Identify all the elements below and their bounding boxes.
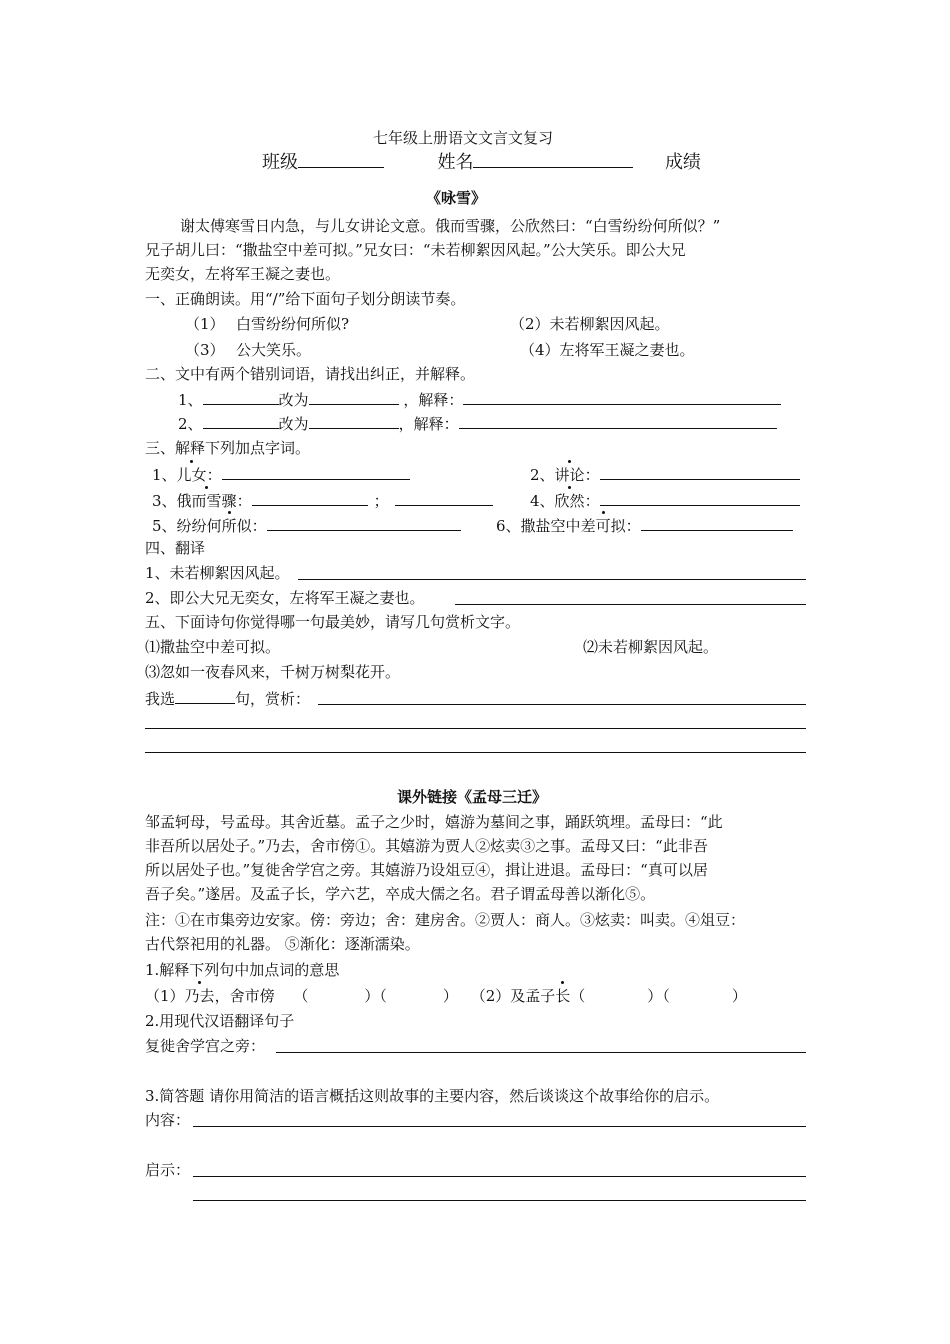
dotted-word: 乃去 (184, 987, 215, 1005)
passage-line: 非吾所以居处子。”乃去，舍市傍①。其嬉游为贾人②炫卖③之事。孟母又曰：“此非吾 (145, 837, 708, 855)
insight-label: 启示： (145, 1161, 191, 1179)
section-title-mengmu: 课外链接《孟母三迁》 (397, 788, 548, 806)
answer-field[interactable] (252, 490, 368, 506)
question-title: 2.用现代汉语翻译句子 (145, 1012, 295, 1030)
note-line: 古代祭祀用的礼器。 ⑤渐化：逐渐濡染。 (145, 935, 420, 953)
q3-item (152, 515, 461, 536)
plain-word: 纷纷 (176, 517, 207, 535)
q1-item-label: （1） (185, 315, 225, 333)
q2-row-num: 1、 (178, 391, 203, 409)
q2-row-num: 2、 (178, 415, 203, 433)
plain-word: 及孟子 (510, 987, 556, 1005)
answer-line[interactable] (193, 1176, 806, 1177)
answer-line[interactable] (145, 752, 806, 753)
q2-row (178, 389, 781, 410)
wrong-word-field[interactable] (203, 413, 279, 429)
dotted-word: 何所似 (206, 517, 252, 535)
colon: ： (625, 517, 641, 535)
student-info-row (262, 152, 701, 173)
answer-line[interactable] (455, 604, 806, 605)
answer-field[interactable] (222, 464, 410, 480)
q3-num: 2、 (530, 466, 555, 484)
q3-num: 3、 (152, 492, 177, 510)
answer-field[interactable] (600, 490, 800, 506)
colon: ： (206, 466, 222, 484)
answer-line[interactable] (193, 1200, 806, 1201)
q1-item: （4）左将军王凝之妻也。 (520, 341, 695, 359)
answer-line[interactable] (298, 579, 806, 580)
q3-num: 1、 (152, 466, 177, 484)
paren: （ (570, 987, 586, 1005)
q3-item (152, 490, 493, 511)
question-title: 1.解释下列句中加点词的意思 (145, 961, 340, 979)
score-label: 成绩 (664, 152, 701, 173)
dotted-word: 欣然 (554, 492, 585, 510)
passage-line: 无奕女，左将军王凝之妻也。 (145, 265, 341, 283)
answer-field[interactable] (641, 515, 793, 531)
question-title: 3.简答题 请你用简洁的语言概括这则故事的主要内容，然后谈谈这个故事给你的启示。 (145, 1087, 720, 1105)
q1-item-label: （3） (185, 341, 225, 359)
answer-line[interactable] (318, 704, 806, 705)
choice-field[interactable] (175, 688, 235, 704)
poem-option: ⑶忽如一夜春风来，千树万树梨花开。 (145, 663, 401, 681)
q3-num: 6、 (496, 517, 521, 535)
class-field[interactable] (298, 152, 384, 168)
answer-line[interactable] (276, 1052, 806, 1053)
q2-explain-label: ，解释： (398, 415, 459, 433)
q3-item (152, 464, 410, 485)
corrected-word-field[interactable] (309, 389, 399, 405)
explain-field[interactable] (459, 413, 777, 429)
q3-item (530, 490, 800, 511)
passage-line: 谢太傅寒雪日内急，与儿女讲论文意。俄而雪骤，公欣然曰：“白雪纷纷何所似？” (180, 217, 721, 235)
q3-num: 5、 (152, 517, 177, 535)
colon: ： (584, 492, 600, 510)
paren: ） (442, 987, 458, 1005)
question-title: 四、翻译 (145, 539, 206, 557)
q2-change-label: 改为 (278, 391, 309, 409)
choice-row (145, 688, 310, 709)
corrected-word-field[interactable] (309, 413, 399, 429)
dotted-word: 长 (555, 987, 571, 1005)
answer-field[interactable] (600, 464, 800, 480)
paren: （ (662, 987, 670, 1005)
section-title-yongxue: 《咏雪》 (426, 189, 487, 207)
separator: ； (373, 492, 389, 510)
q2-row (178, 413, 777, 434)
plain-word: 撒盐空中 (520, 517, 581, 535)
class-label: 班级 (262, 152, 298, 173)
q1-item: （2）未若柳絮因风起。 (510, 315, 670, 333)
poem-option: ⑵未若柳絮因风起。 (583, 638, 719, 656)
q-num: （2） (470, 987, 511, 1005)
passage-line: 所以居处子也。”复徙舍学宫之旁。其嬉游乃设俎豆④，揖让进退。孟母曰：“真可以居 (145, 861, 708, 879)
paren: ） (364, 987, 380, 1005)
translate-sentence: 复徙舍学宫之旁： (145, 1037, 266, 1055)
q4-item: 2、即公大兄无奕女，左将军王凝之妻也。 (145, 589, 425, 607)
dotted-word: 差可拟 (580, 517, 626, 535)
content-label: 内容： (145, 1111, 191, 1129)
question-title: 五、下面诗句你觉得哪一句最美妙，请写几句赏析文字。 (145, 613, 521, 631)
passage-line: 兄子胡儿曰：“撒盐空中差可拟。”兄女曰：“未若柳絮因风起。”公大笑乐。即公大兄 (145, 241, 686, 259)
answer-line[interactable] (145, 728, 806, 729)
passage-line: 吾子矣。”遂居。及孟子长，学六艺，卒成大儒之名。君子谓孟母善以渐化⑤。 (145, 885, 656, 903)
dotted-word: 儿女 (176, 466, 207, 484)
answer-field[interactable] (267, 515, 461, 531)
q2-explain-label: ，解释： (403, 391, 464, 409)
name-label: 姓名 (437, 152, 474, 173)
name-field[interactable] (473, 152, 633, 168)
question-title: 二、文中有两个错别词语，请找出纠正，并解释。 (145, 365, 476, 383)
paren: （ (379, 987, 387, 1005)
note-line: 注：①在市集旁边安家。傍：旁边；舍：建房舍。②贾人：商人。③炫卖：叫卖。④俎豆： (145, 911, 746, 929)
dotted-word: 讲论 (554, 466, 585, 484)
s2-q1-row (145, 986, 747, 1006)
q3-num: 4、 (530, 492, 555, 510)
question-title: 三、解释下列加点字词。 (145, 439, 311, 457)
q3-item (530, 464, 800, 485)
document-title: 七年级上册语文文言文复习 (373, 129, 554, 147)
wrong-word-field[interactable] (203, 389, 279, 405)
paren: ） (647, 987, 663, 1005)
q1-item-text: 白雪纷纷何所似? (236, 315, 350, 333)
answer-line[interactable] (193, 1126, 806, 1127)
colon: ： (236, 492, 252, 510)
q1-item-text: 公大笑乐。 (236, 341, 312, 359)
q2-change-label: 改为 (278, 415, 309, 433)
dotted-word: 俄而雪骤 (176, 492, 237, 510)
plain-word: ，舍市傍 (214, 987, 275, 1005)
appreciation-label: 句，赏析： (235, 690, 311, 708)
q4-item: 1、未若柳絮因风起。 (145, 564, 290, 582)
paren: ） (731, 987, 747, 1005)
poem-option: ⑴撒盐空中差可拟。 (145, 638, 281, 656)
passage-line: 邹孟轲母，号孟母。其舍近墓。孟子之少时，嬉游为墓间之事，踊跃筑埋。孟母曰：“此 (145, 813, 723, 831)
question-title: 一、正确朗读。用“/”给下面句子划分朗读节奏。 (145, 290, 466, 308)
paren: （ (293, 987, 309, 1005)
q3-item (496, 515, 793, 536)
q-num: （1） (145, 987, 185, 1005)
choose-label: 我选 (145, 690, 176, 708)
answer-field[interactable] (395, 490, 493, 506)
colon: ： (584, 466, 600, 484)
colon: ： (251, 517, 267, 535)
explain-field[interactable] (463, 389, 781, 405)
